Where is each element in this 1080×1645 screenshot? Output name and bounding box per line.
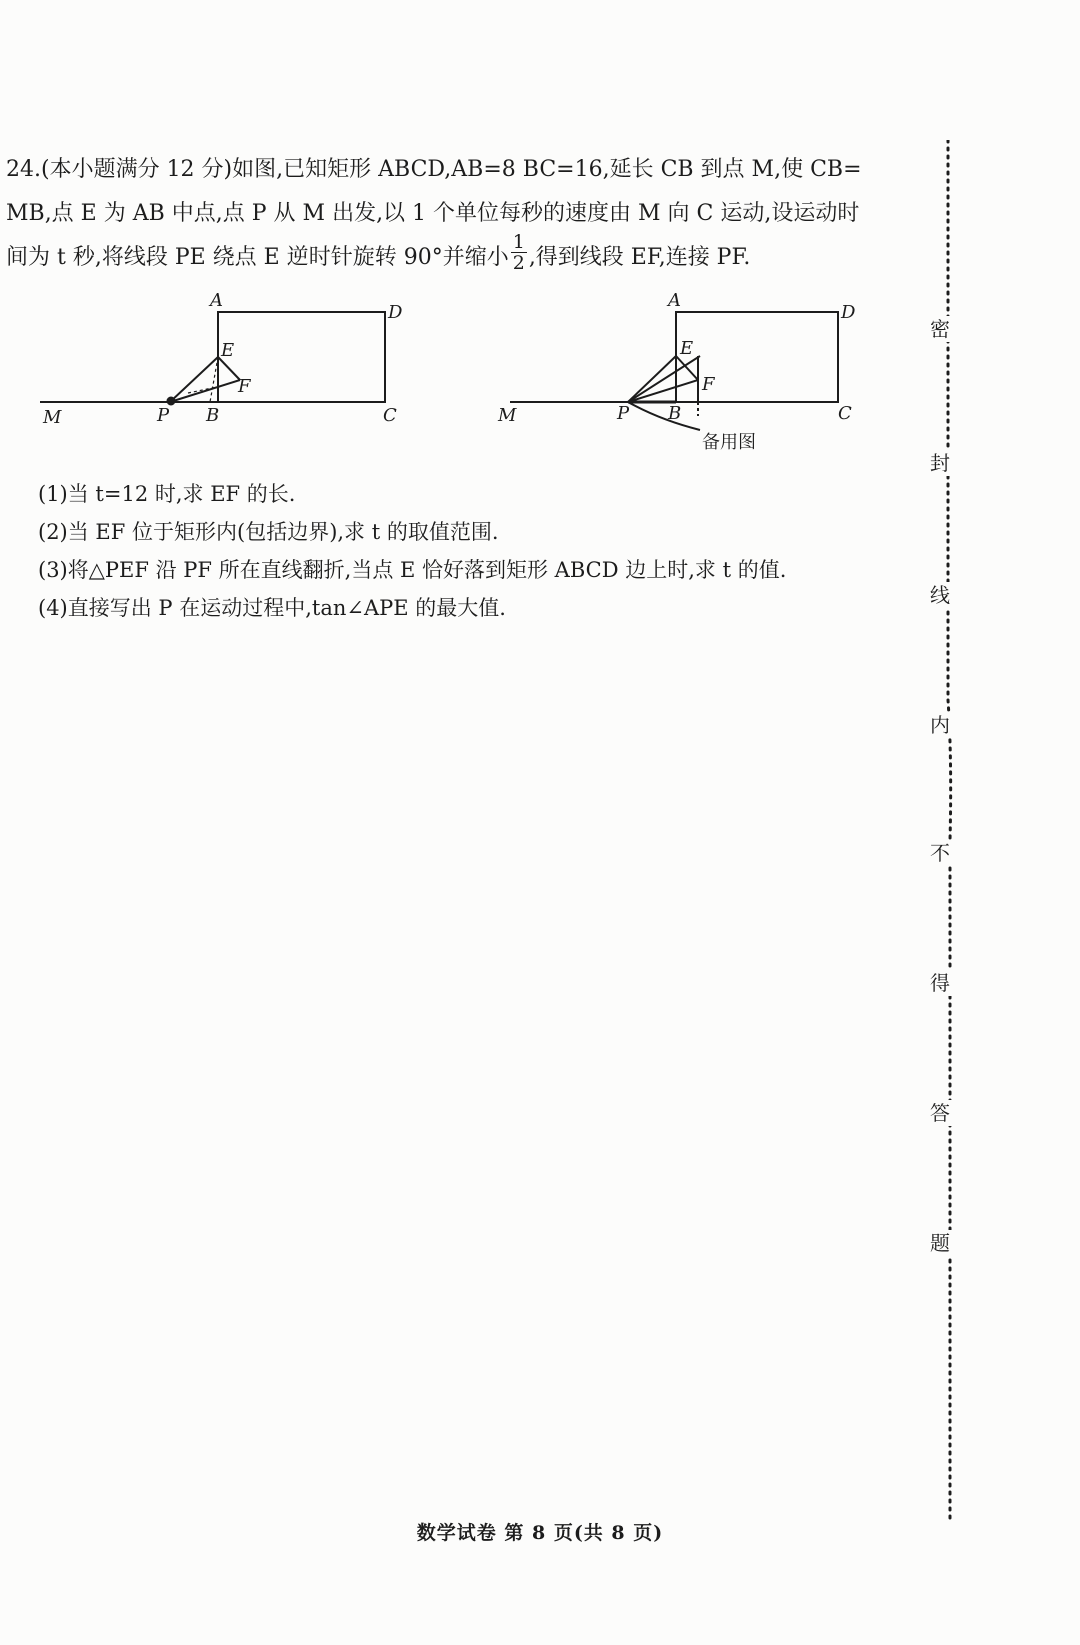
sub-questions xyxy=(38,475,786,627)
seal-char-6: 得 xyxy=(925,970,955,996)
seal-char-3: 线 xyxy=(925,582,955,608)
label-c: C xyxy=(383,405,397,426)
label-e-2: E xyxy=(680,338,694,359)
question-2: (2)当 EF 位于矩形内(包括边界),求 t 的取值范围. xyxy=(38,520,499,544)
seal-char-1: 密 xyxy=(925,316,955,342)
label-b-2: B xyxy=(668,403,682,424)
page-footer: 数学试卷 第 8 页(共 8 页) xyxy=(416,1522,664,1544)
problem-line-3-before: 间为 t 秒,将线段 PE 绕点 E 逆时针旋转 90°并缩小 xyxy=(6,245,509,270)
label-m: M xyxy=(43,407,62,428)
label-m-2: M xyxy=(498,405,517,426)
spare-figure-caption: 备用图 xyxy=(702,432,756,453)
figure-main xyxy=(40,312,385,405)
seal-char-5: 不 xyxy=(925,840,955,866)
rectangle-abcd-2 xyxy=(676,312,838,402)
seal-dotted-line xyxy=(940,140,980,1520)
point-p-dot xyxy=(168,398,175,405)
question-1: (1)当 t=12 时,求 EF 的长. xyxy=(38,482,296,506)
label-p: P xyxy=(157,405,170,426)
label-f-2: F xyxy=(702,374,715,395)
label-b: B xyxy=(206,405,220,426)
problem-line-3 xyxy=(6,230,906,280)
seal-char-7: 答 xyxy=(925,1100,955,1126)
problem-line-3-after: ,得到线段 EF,连接 PF. xyxy=(528,245,751,270)
label-a: A xyxy=(210,290,223,311)
label-f: F xyxy=(238,376,251,397)
label-c-2: C xyxy=(838,403,852,424)
geometry-figures xyxy=(0,290,900,470)
seal-char-8: 题 xyxy=(925,1230,955,1256)
question-3: (3)将△PEF 沿 PF 所在直线翻折,当点 E 恰好落到矩形 ABCD 边上时,求 t 的值. xyxy=(38,558,787,582)
seal-char-2: 封 xyxy=(925,450,955,476)
label-e: E xyxy=(221,340,235,361)
problem-statement xyxy=(6,148,906,280)
fraction-one-half xyxy=(511,232,527,273)
problem-line-2: MB,点 E 为 AB 中点,点 P 从 M 出发,以 1 个单位每秒的速度由 M 向 C 运动,设运动时 xyxy=(6,201,860,226)
fraction-denominator: 2 xyxy=(512,251,525,274)
sketch-arc-2 xyxy=(628,402,700,430)
question-4: (4)直接写出 P 在运动过程中,tan∠APE 的最大值. xyxy=(38,596,506,620)
label-d-2: D xyxy=(841,302,856,323)
problem-line-1: 24.(本小题满分 12 分)如图,已知矩形 ABCD,AB=8 BC=16,延长 CB 到点 M,使 CB= xyxy=(6,157,862,182)
fraction-numerator: 1 xyxy=(512,230,525,253)
label-a-2: A xyxy=(668,290,681,311)
seal-char-4: 内 xyxy=(925,712,955,738)
label-d: D xyxy=(388,302,403,323)
label-p-2: P xyxy=(617,403,630,424)
sketch-line-2 xyxy=(628,356,700,402)
